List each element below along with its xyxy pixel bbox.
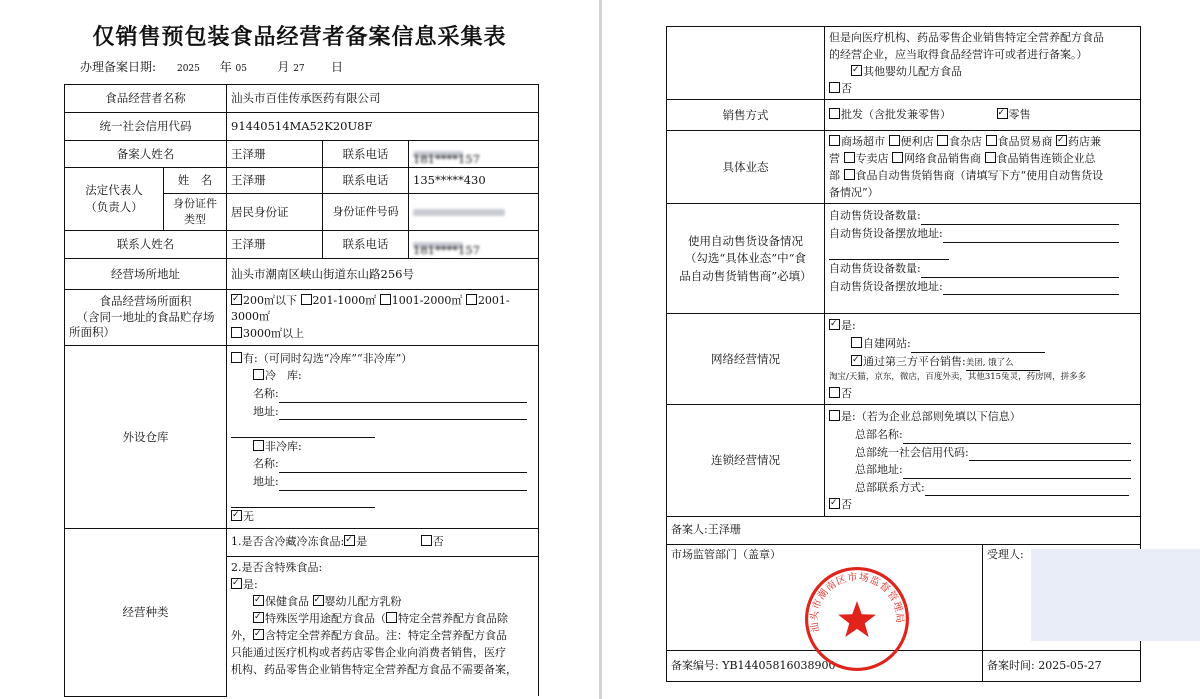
id-number-label: 身份证件号码 [323,194,409,231]
online-section: ✓是: 自建网站: ✓通过第三方平台销售:美团, 饿了么 淘宝/天猫，京东，微店，百度外卖，其他315兔灵，药房网，拼多多 否 [825,314,1141,405]
contact-name-value: 王泽珊 [227,230,323,258]
special-no-checkbox[interactable] [829,82,840,93]
warehouse-have-checkbox[interactable] [231,352,242,363]
format-grocery-checkbox[interactable] [937,135,948,146]
filing-number: 备案编号: YB14405816038900 [667,650,983,681]
area-checkbox-3[interactable] [380,294,391,305]
address-label: 经营场所地址 [65,258,227,289]
credit-code-label: 统一社会信用代码 [65,113,227,141]
format-pharmacy-checkbox[interactable] [1056,135,1067,146]
id-number-value [409,194,539,231]
area-checkbox-5[interactable] [231,327,242,338]
warehouse-section: 有:（可同时勾选“冷库”“非冷库”） 冷 库: 名称: 地址: 非冷库: 名称: 地址: ✓无 [227,345,539,528]
hq-name-field[interactable] [903,433,1131,444]
format-trader-checkbox[interactable] [986,135,997,146]
form-page-right [602,0,1200,699]
contact-name-label: 联系人姓名 [65,230,227,258]
chain-label: 连锁经营情况 [667,405,825,517]
hq-address-field[interactable] [903,468,1131,479]
infant-formula-checkbox[interactable] [313,595,324,606]
credit-code-value: 91440514MA52K20U8F [227,113,539,141]
detail-table [666,26,1141,682]
area-checkbox-2[interactable] [301,294,312,305]
receiver-cell: 受理人: [983,544,1141,650]
non-cold-storage-checkbox[interactable] [253,440,264,451]
wholesale-checkbox[interactable] [829,108,840,119]
format-vending-checkbox[interactable] [844,169,855,180]
cold-storage-checkbox[interactable] [253,369,264,380]
health-food-checkbox[interactable] [253,595,264,606]
filer-name-value: 王泽珊 [227,141,323,168]
other-infant-food-checkbox[interactable] [851,65,862,76]
third-party-checkbox[interactable] [851,355,862,366]
sales-method-options: 批发（含批发兼零售） ✓ 零售 [825,100,1141,131]
address-value: 汕头市潮南区峡山街道东山路256号 [227,258,539,289]
online-label: 网络经营情况 [667,314,825,405]
own-site-checkbox[interactable] [851,337,862,348]
legal-rep-label: 法定代表人 （负责人） [65,168,164,231]
area-checkbox-1[interactable] [231,294,242,305]
vending-address-field-2[interactable] [943,284,1119,295]
id-type-label: 身份证件类型 [164,194,227,231]
chain-section: 是:（若为企业总部则免填以下信息） 总部名称: 总部统一社会信用代码: 总部地址: 总部联系方式: ✓否 [825,405,1141,517]
area-options: ✓200㎡以下 201-1000㎡ 1001-2000㎡ 2001-3000㎡ 3000㎡以上 [227,289,539,345]
phone-value-3: 181****157 [409,230,539,258]
official-seal-icon [803,565,911,673]
online-yes-checkbox[interactable] [829,319,840,330]
area-checkbox-4[interactable] [466,294,477,305]
operator-name-label: 食品经营者名称 [65,85,227,113]
filer-name-label: 备案人姓名 [65,141,227,168]
special-medical-checkbox[interactable] [253,612,264,623]
format-specialty-checkbox[interactable] [844,152,855,163]
business-format-options: 商场超市 便利店 食杂店 食品贸易商 ✓ 药店兼 营 专卖店 网络食品销售商 食品销售连锁企业总 部 食品自动售货销售商（请填写下方“使用自动售货设 备情况”） [825,131,1141,204]
format-convenience-checkbox[interactable] [889,135,900,146]
vending-count-field-2[interactable] [921,267,1119,278]
filing-date: 办理备案日期: 2025 年 05 月 27 日 [80,60,344,74]
phone-label: 联系电话 [323,230,409,258]
area-label: 食品经营场所面积 （含同一地址的食品贮存场 所面积） [65,289,227,345]
chain-no-checkbox[interactable] [829,498,840,509]
basic-info-table [64,84,539,697]
frozen-question: 1.是否含冷藏冷冻食品:✓ 是 否 [227,528,539,556]
svg-text:汕头市潮南区市场监督管理局: 汕头市潮南区市场监督管理局 [809,571,905,634]
vending-section: 自动售货设备数量: 自动售货设备摆放地址: 自动售货设备数量: 自动售货设备摆放地址: [825,204,1141,314]
vending-label: 使用自动售货设备情况 （勾选“具体业态”中“食 品自动售货销售商”必填） [667,204,825,314]
third-party-field[interactable]: 美团, 饿了么 [966,357,1040,372]
special-yes-checkbox[interactable] [231,578,242,589]
frozen-no-checkbox[interactable] [421,535,432,546]
format-supermarket-checkbox[interactable] [829,135,840,146]
filer-row: 备案人:王泽珊 [667,516,1141,544]
id-type-value: 居民身份证 [227,194,323,231]
filing-time: 备案时间: 2025-05-27 [983,650,1141,681]
own-site-field[interactable] [911,342,1045,353]
business-format-label: 具体业态 [667,131,825,204]
legal-name-label: 姓 名 [164,168,227,194]
non-cold-address-field[interactable] [279,480,527,491]
frozen-yes-checkbox[interactable] [344,535,355,546]
operator-name-value: 汕头市百佳传承医药有限公司 [227,85,539,113]
category-label: 经营种类 [65,528,227,696]
phone-label: 联系电话 [323,141,409,168]
legal-name-value: 王泽珊 [227,168,323,194]
sales-method-label: 销售方式 [667,100,825,131]
online-no-checkbox[interactable] [829,387,840,398]
format-online-checkbox[interactable] [892,152,903,163]
format-chain-hq-checkbox[interactable] [985,152,996,163]
receiver-redaction [1031,549,1200,641]
warehouse-none-checkbox[interactable] [231,510,242,521]
phone-label: 联系电话 [323,168,409,194]
cold-address-field[interactable] [279,409,527,420]
form-title: 仅销售预包装食品经营者备案信息采集表 [92,25,507,50]
form-page-left [0,0,599,699]
cold-name-field[interactable] [279,392,527,403]
special-food-section: 2.是否含特殊食品: ✓是: ✓保健食品 ✓ 婴幼儿配方乳粉 ✓特殊医学用途配方食品（ 特定全营养配方食品除 外，✓ 含特定全营养配方食品。注：特定全营养配方食品 只能通过医疗机构或者药店零售企业向消费者销售，医疗 机构、药品零售企业销售特定全营养配方食品不需要备案， [227,556,539,696]
chain-yes-checkbox[interactable] [829,410,840,421]
vending-address-field[interactable] [943,232,1119,243]
hq-code-field[interactable] [969,450,1131,461]
hq-contact-field[interactable] [925,485,1129,496]
phone-value-1: 181****157 [409,141,539,168]
warehouse-label: 外设仓库 [65,345,227,528]
special-food-continued: 但是向医疗机构、药品零售企业销售特定全营养配方食品 的经营企业，应当取得食品经营许可或者进行备案。） ✓其他婴幼儿配方食品 否 [825,27,1141,100]
non-cold-name-field[interactable] [279,462,527,473]
phone-value-2: 135*****430 [409,168,539,194]
include-full-nutrition-checkbox[interactable] [253,629,264,640]
department-stamp-cell: 市场监管部门（盖章） 汕头市潮南区市场监督管理局 [667,544,983,650]
exclude-full-nutrition-checkbox[interactable] [386,612,397,623]
vending-count-field[interactable] [921,214,1119,225]
retail-checkbox[interactable] [997,108,1008,119]
